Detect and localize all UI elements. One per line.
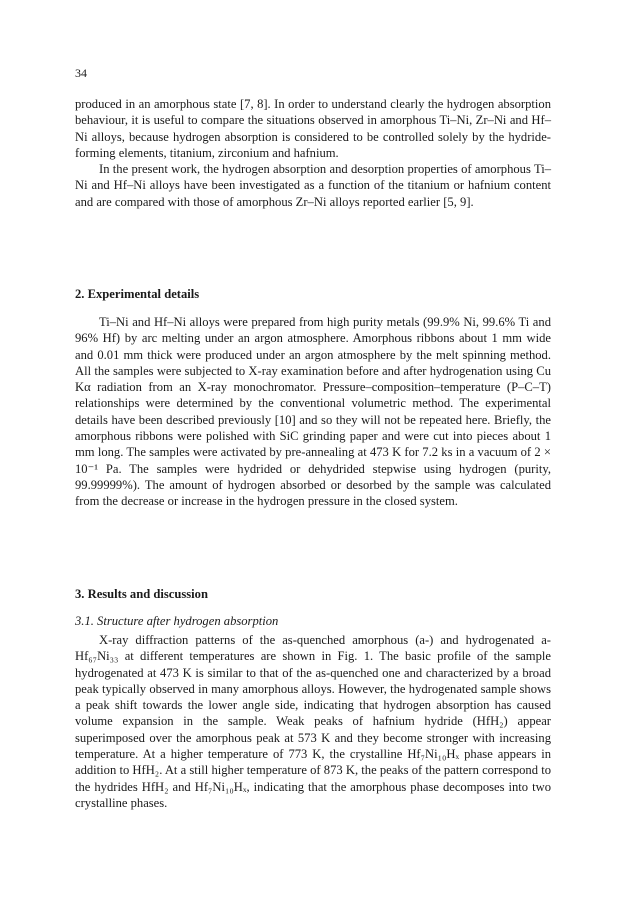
intro-paragraph-1: produced in an amorphous state [7, 8]. In order to understand clearly the hydrogen absorption behaviour, it is useful to compare the situations observed in amorphous Ti–Ni, Zr–Ni and Hf–Ni alloys, because hydrogen absorption is considered to be controlled solely by the hydride-forming elements, titanium, zirconium and hafnium.: [75, 97, 551, 160]
page-number: 34: [75, 66, 87, 80]
section-2-paragraph: Ti–Ni and Hf–Ni alloys were prepared from high purity metals (99.9% Ni, 99.6% Ti and 96% Hf) by arc melting under an argon atmosphere. Amorphous ribbons about 1 mm wide and 0.01 mm thick were produced under an argon atmosphere by the melt spinning method. All the samples were subjected to X-ray examination before and after hydrogenation using Cu Kα radiation from an X-ray monochromator. Pressure–composition–temperature (P–C–T) relationships were determined by the conventional volumetric method. The experimental details have been described previously [10] and so they will not be repeated here. Briefly, the amorphous ribbons were polished with SiC grinding paper and were cut into pieces about 1 mm long. The samples were activated by pre-annealing at 473 K for 7.2 ks in a vacuum of 2 × 10⁻¹ Pa. The samples were hydrided or dehydrided stepwise using hydrogen (purity, 99.99999%). The amount of hydrogen absorbed or desorbed by the sample was calculated from the decrease or increase in the hydrogen pressure in the closed system.: [75, 315, 551, 509]
intro-paragraph-2: In the present work, the hydrogen absorption and desorption properties of amorphous Ti–Ni and Hf–Ni alloys have been investigated as a function of the titanium or hafnium content and are compared with those of amorphous Zr–Ni alloys reported earlier [5, 9].: [75, 162, 551, 209]
intro-section: [75, 96, 551, 210]
subsection-3-1-heading: 3.1. Structure after hydrogen absorption: [75, 614, 279, 628]
section-3-heading: 3. Results and discussion: [75, 587, 208, 601]
section-3-1-paragraph: X-ray diffraction patterns of the as-quenched amorphous (a-) and hydrogenated a-Hf₆₇Ni₃₃ at different temperatures are shown in Fig. 1. The basic profile of the sample hydrogenated at 473 K is similar to that of the as-quenched one and characterized by a broad peak typically observed in many amorphous alloys. However, the hydrogenated sample shows a peak shift towards the lower angle side, indicating that hydrogen absorption has caused volume expansion in the sample. Weak peaks of hafnium hydride (HfH₂) appear superimposed over the amorphous peak at 573 K and they become stronger with increasing temperature. At a higher temperature of 773 K, the crystalline Hf₇Ni₁₀Hₓ phase appears in addition to HfH₂. At a still higher temperature of 873 K, the peaks of the pattern correspond to the hydrides HfH₂ and Hf₇Ni₁₀Hₓ, indicating that the amorphous phase decomposes into two crystalline phases.: [75, 633, 551, 810]
section-2-heading: 2. Experimental details: [75, 287, 200, 301]
